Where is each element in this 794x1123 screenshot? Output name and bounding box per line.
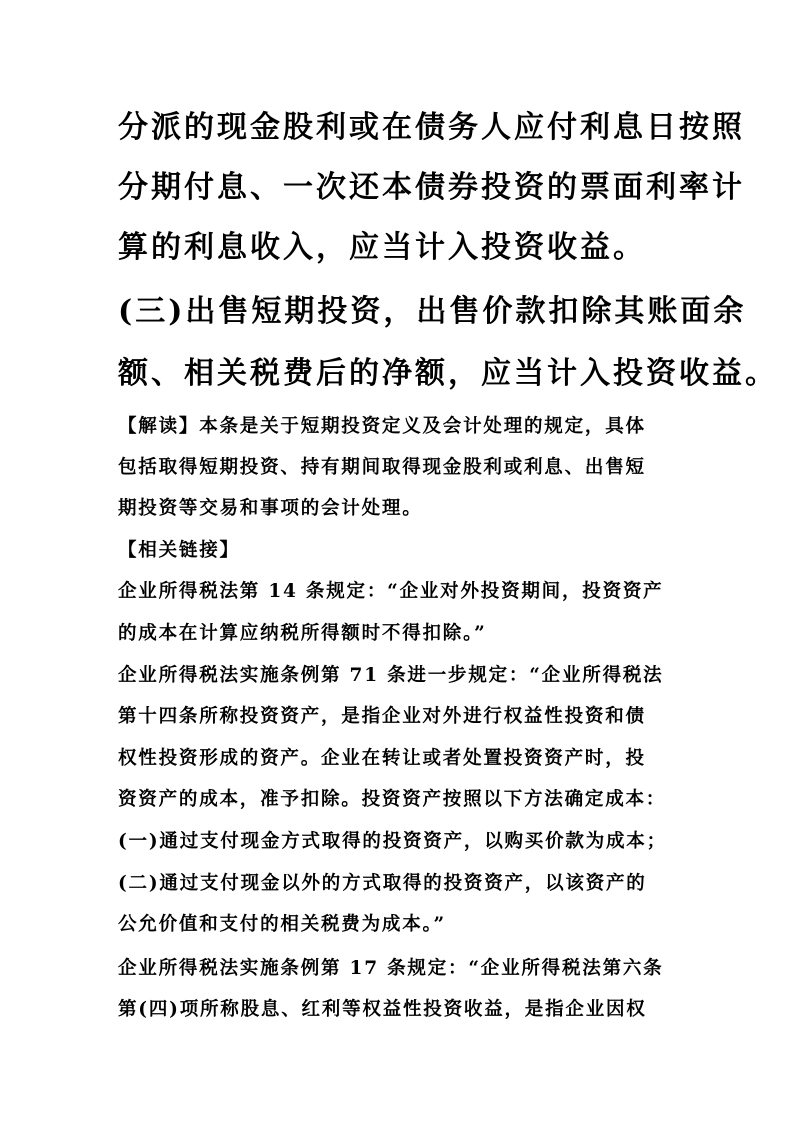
clause-three-line: (三)出售短期投资，出售价款扣除其账面余: [118, 294, 747, 329]
clause-three-line: 额、相关税费后的净额，应当计入投资收益。: [118, 356, 778, 391]
interpretation-line: 期投资等交易和事项的会计处理。: [118, 498, 423, 519]
body-text-line: 分期付息、一次还本债券投资的票面利率计: [118, 170, 745, 205]
article-71-line: (一)通过支付现金方式取得的投资资产，以购买价款为成本；: [118, 831, 667, 852]
interpretation-line: 包括取得短期投资、持有期间取得现金股利或利息、出售短: [118, 457, 646, 478]
article-71-line: 公允价值和支付的相关税费为成本。”: [118, 914, 446, 935]
article-71-line: 企业所得税法实施条例第 71 条进一步规定：“企业所得税法: [118, 665, 664, 686]
article-17-line: 第(四)项所称股息、红利等权益性投资收益，是指企业因权: [118, 999, 647, 1020]
article-17-line: 企业所得税法实施条例第 17 条规定：“企业所得税法第六条: [118, 958, 664, 979]
article-14-line: 企业所得税法第 14 条规定：“企业对外投资期间，投资资产: [118, 581, 664, 602]
article-71-line: 第十四条所称投资资产，是指企业对外进行权益性投资和债: [118, 706, 646, 727]
interpretation-line: 【解读】本条是关于短期投资定义及会计处理的规定，具体: [118, 416, 646, 437]
article-71-line: (二)通过支付现金以外的方式取得的投资资产，以该资产的: [118, 873, 647, 894]
related-links-heading: 【相关链接】: [118, 540, 240, 561]
body-text-line: 分派的现金股利或在债务人应付利息日按照: [118, 110, 745, 145]
article-71-line: 权性投资形成的资产。企业在转让或者处置投资资产时，投: [118, 748, 646, 769]
article-71-line: 资资产的成本，准予扣除。投资资产按照以下方法确定成本：: [118, 789, 667, 810]
article-14-line: 的成本在计算应纳税所得额时不得扣除。”: [118, 623, 487, 644]
body-text-line: 算的利息收入，应当计入投资收益。: [118, 230, 646, 265]
